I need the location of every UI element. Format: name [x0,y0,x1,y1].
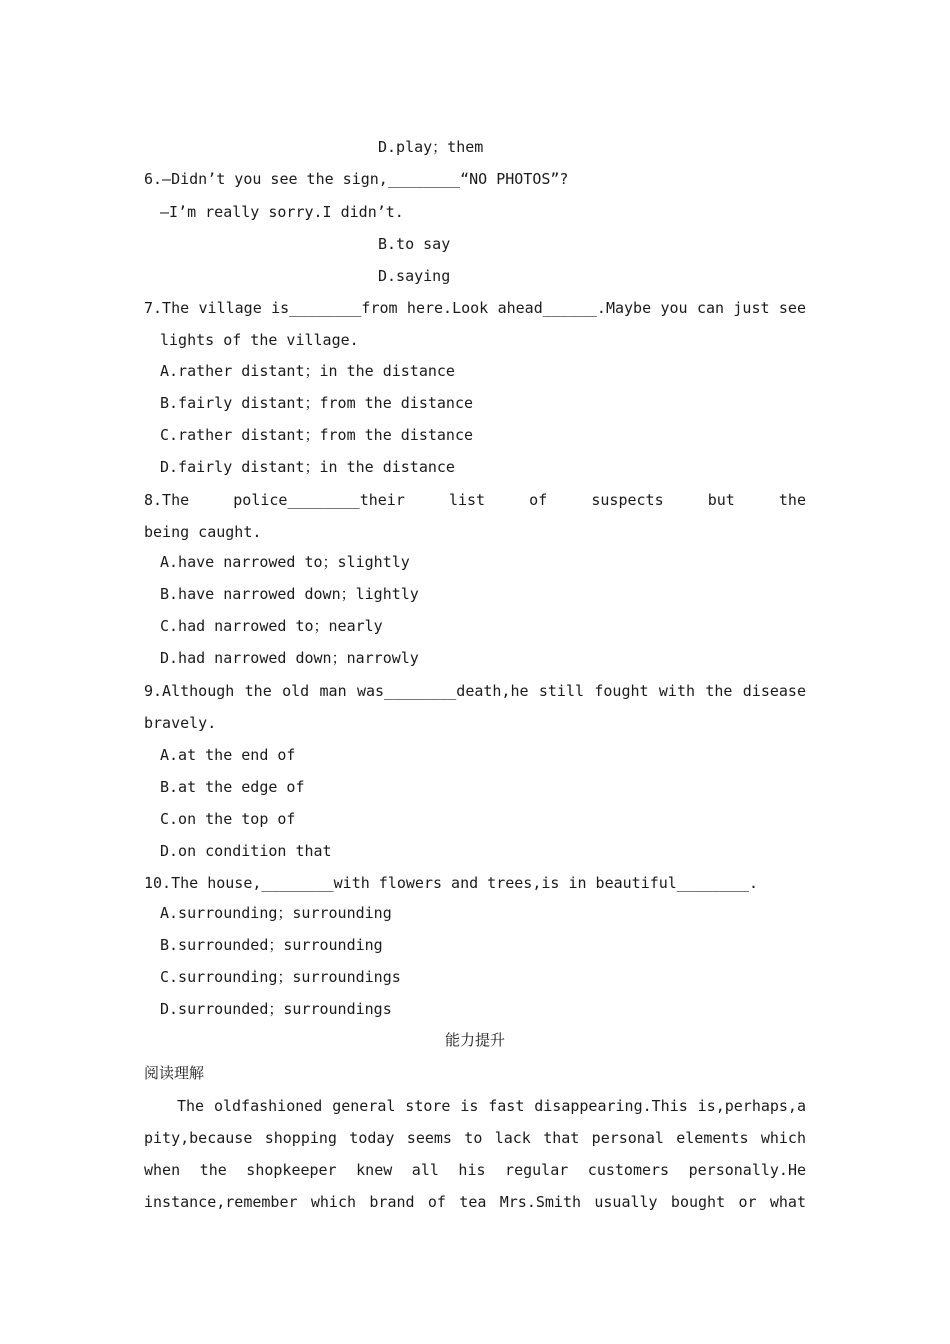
q7-stem-line-2: lights of the village. [160,331,359,349]
q9-option-d: D.on condition that [160,842,332,860]
q8-option-a: A.have narrowed to；slightly [160,553,410,571]
q9-stem-line-2: bravely. [144,714,217,732]
passage-line-1: The oldfashioned general store is fast disappearing.This is,perhaps,a [177,1097,806,1115]
q5-options-row [160,136,806,158]
q10-option-c: C.surrounding；surroundings [160,968,401,986]
section-title: 能力提升 [444,1031,505,1049]
passage-line-4: instance,remember which brand of tea Mrs.Smith usually bought or what [144,1193,806,1211]
q6-option-b: B.to say [378,235,451,253]
q10-option-a: A.surrounding；surrounding [160,904,392,922]
q7-option-d: D.fairly distant；in the distance [160,458,455,476]
q6-stem: 6.—Didn’t you see the sign,________“NO PHOTOS”? [144,170,569,188]
section-subtitle: 阅读理解 [144,1064,205,1082]
passage-line-2: pity,because shopping today seems to lack that personal elements which [144,1129,806,1147]
q9-option-a: A.at the end of [160,746,296,764]
q8-option-b: B.have narrowed down；lightly [160,585,419,603]
q7-stem-line-1: 7.The village is________from here.Look ahead______.Maybe you can just see [144,299,806,317]
q10-option-b: B.surrounded；surrounding [160,936,383,954]
q8-stem-line-2: being caught. [144,523,262,541]
q6-option-d: D.saying [378,267,451,285]
q7-option-c: C.rather distant；from the distance [160,426,474,444]
q7-option-a: A.rather distant；in the distance [160,362,455,380]
q6-reply: —I’m really sorry.I didn’t. [160,203,404,221]
q8-option-c: C.had narrowed to；nearly [160,617,383,635]
q6-options-row-2 [160,265,806,287]
q8-option-d: D.had narrowed down；narrowly [160,649,419,667]
q9-option-b: B.at the edge of [160,778,305,796]
q10-stem: 10.The house,________with flowers and trees,is in beautiful________. [144,874,759,892]
q6-options-row-1 [160,233,806,255]
q8-stem-line-1: 8.The police________their list of suspects but the [144,491,806,509]
q10-option-d: D.surrounded；surroundings [160,1000,392,1018]
q9-option-c: C.on the top of [160,810,296,828]
q9-stem-line-1: 9.Although the old man was________death,he still fought with the disease [144,682,806,700]
q5-option-d: D.play；them [378,138,484,156]
q7-option-b: B.fairly distant；from the distance [160,394,474,412]
passage-line-3: when the shopkeeper knew all his regular customers personally.He [144,1161,806,1179]
